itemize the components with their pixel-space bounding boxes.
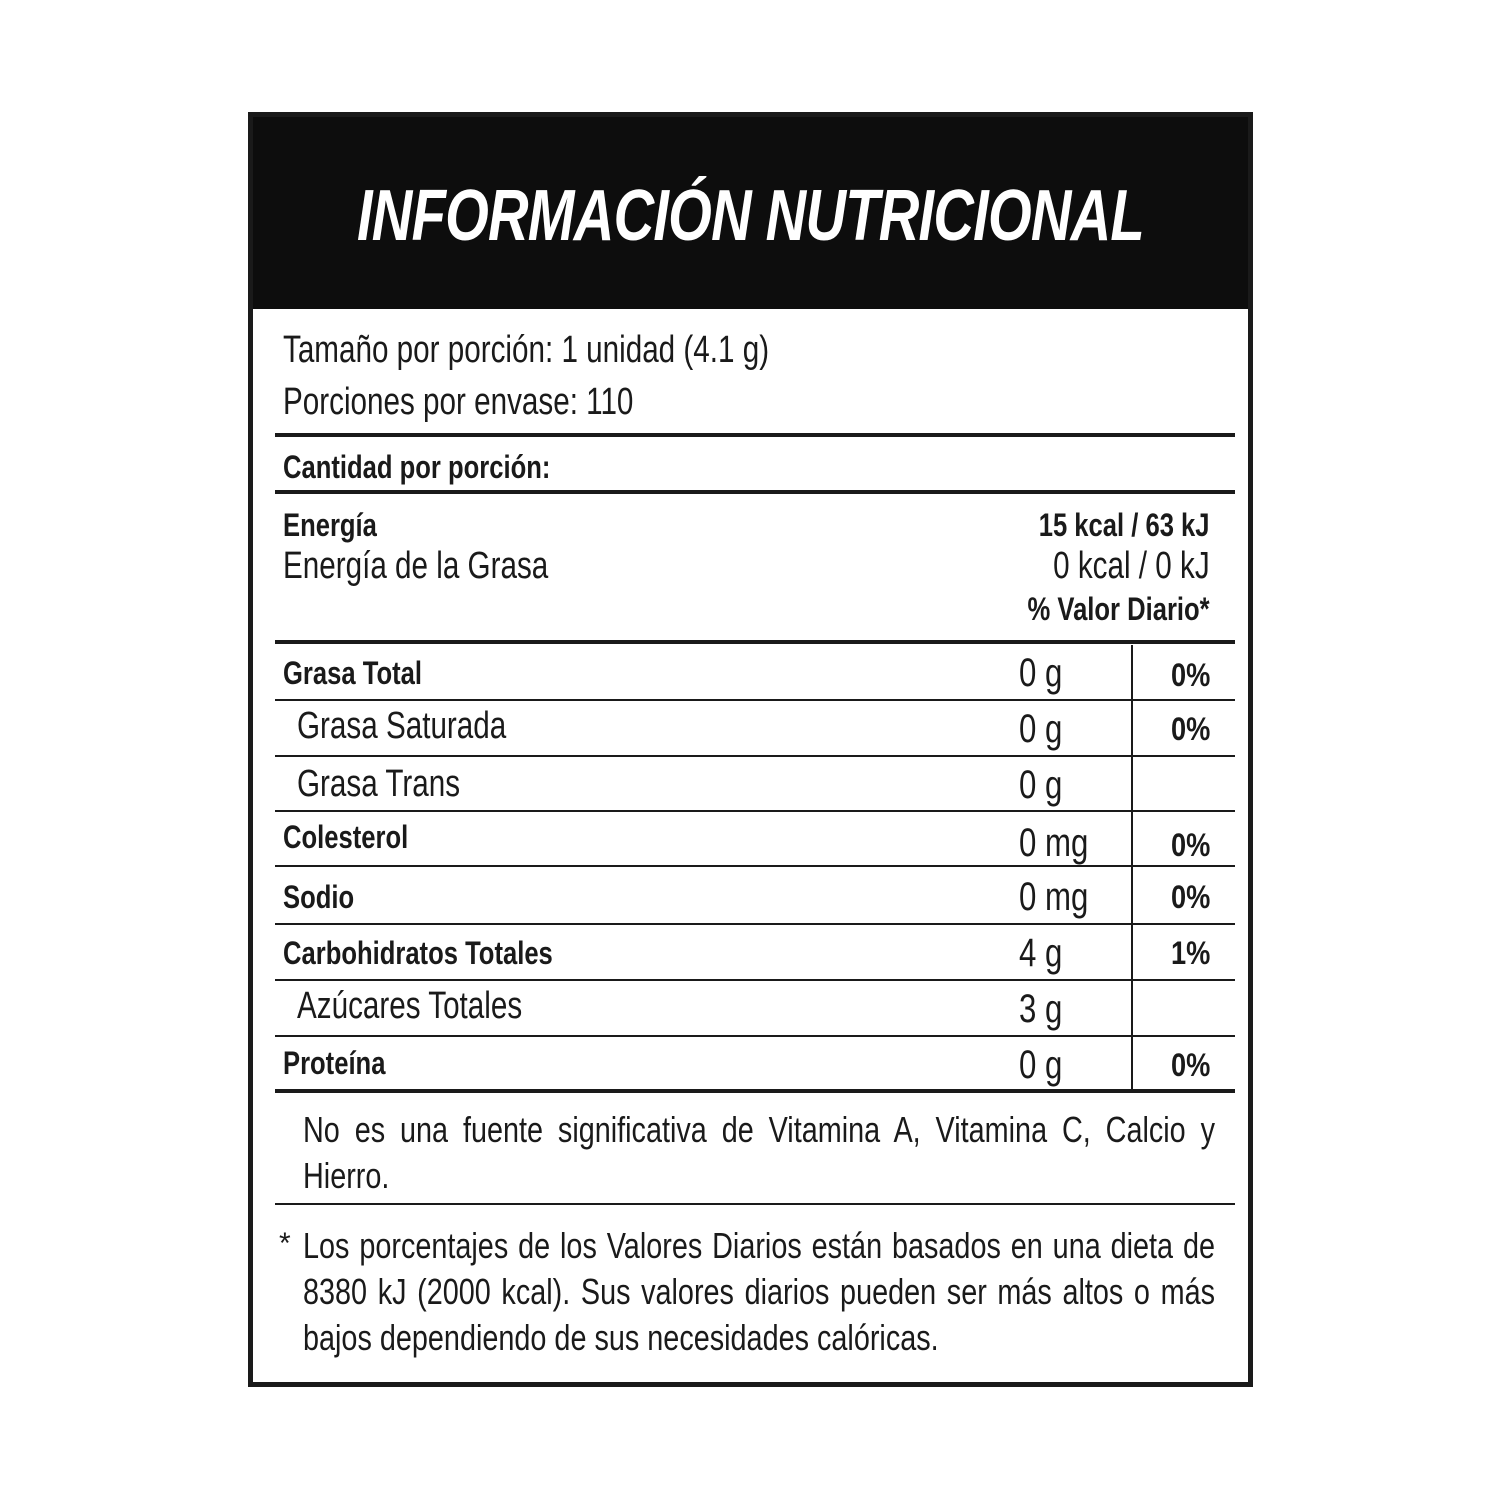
nutrient-amount-text: 0 g [1019, 1043, 1063, 1087]
nutrient-amount-text: 0 g [1019, 707, 1063, 751]
nutrient-amount-text: 0 mg [1019, 875, 1089, 919]
row-divider [275, 865, 1235, 867]
amount-per-serving-heading: Cantidad por porción: [283, 449, 551, 485]
nutrient-row-label [283, 881, 372, 913]
servings-per-container: Porciones por envase: 110 [283, 381, 634, 423]
nutrient-dv [1164, 1049, 1210, 1081]
nutrient-amount [1019, 823, 1108, 863]
label-header [253, 117, 1248, 309]
row-divider [275, 979, 1235, 981]
nutrient-amount-text: 0 g [1019, 763, 1063, 807]
row-divider [275, 755, 1235, 757]
nutrient-dv-text: 0% [1170, 827, 1210, 863]
nutrient-amount-text: 3 g [1019, 987, 1063, 1031]
nutrient-dv-text: 1% [1170, 935, 1210, 971]
daily-value-header-row [982, 593, 1210, 625]
vitamin-note-text: No es una fuente significativa de Vitamina A, Vitamina C, Calcio y Hierro. [303, 1109, 1215, 1196]
nutrient-amount-text: 0 mg [1019, 821, 1089, 865]
footnote [303, 1223, 1215, 1361]
nutrient-name: Carbohidratos Totales [283, 935, 553, 971]
nutrient-amount [1019, 765, 1075, 805]
nutrient-row-label [283, 1047, 411, 1079]
label-title: INFORMACIÓN NUTRICIONAL [357, 176, 1144, 256]
divider [275, 1089, 1235, 1093]
row-divider [275, 699, 1235, 701]
energy-value: 15 kcal / 63 kJ [1039, 507, 1210, 543]
nutrient-dv-text: 0% [1170, 879, 1210, 915]
nutrient-row-label [283, 937, 620, 969]
vitamin-note [303, 1107, 1215, 1199]
serving-size-row [283, 331, 906, 369]
nutrient-dv-text: 0% [1170, 711, 1210, 747]
column-divider [1131, 645, 1133, 1091]
divider [275, 433, 1235, 437]
row-divider [275, 1035, 1235, 1037]
fat-energy-label-row [283, 547, 623, 585]
serving-size: Tamaño por porción: 1 unidad (4.1 g) [283, 329, 770, 371]
nutrient-name: Grasa Trans [297, 763, 461, 805]
nutrient-name: Colesterol [283, 819, 409, 855]
nutrient-amount [1019, 933, 1075, 973]
nutrient-name: Grasa Total [283, 655, 422, 691]
energy-label: Energía [283, 507, 377, 543]
nutrient-name: Sodio [283, 879, 355, 915]
daily-value-header: % Valor Diario* [1027, 591, 1210, 627]
nutrient-amount [1019, 653, 1075, 693]
footnote-asterisk: * [279, 1227, 291, 1260]
nutrient-dv-text: 0% [1170, 657, 1210, 693]
nutrient-amount [1019, 1045, 1075, 1085]
nutrient-dv-text: 0% [1170, 1047, 1210, 1083]
servings-per-container-row [283, 383, 732, 421]
nutrient-row-label [283, 657, 457, 689]
nutrient-name: Grasa Saturada [297, 705, 507, 747]
nutrient-amount [1019, 989, 1075, 1029]
nutrient-name: Azúcares Totales [297, 985, 523, 1027]
nutrient-row-label [297, 765, 506, 803]
footnote-text: Los porcentajes de los Valores Diarios están basados en una dieta de 8380 kJ (2000 kcal). Sus valores diarios pueden ser más altos o más bajos dependiendo de sus necesidades calóricas. [303, 1225, 1215, 1358]
nutrient-row-label [283, 821, 439, 853]
divider [275, 640, 1235, 644]
nutrient-dv [1164, 937, 1210, 969]
nutrient-dv [1164, 829, 1210, 861]
energy-value-row [996, 509, 1210, 541]
amount-per-serving-row [283, 451, 617, 483]
fat-energy-value: 0 kcal / 0 kJ [1053, 545, 1210, 587]
fat-energy-label: Energía de la Grasa [283, 545, 549, 587]
fat-energy-value-row [1009, 547, 1210, 585]
divider [275, 490, 1235, 494]
nutrient-amount-text: 0 g [1019, 651, 1063, 695]
nutrient-dv [1164, 881, 1210, 913]
nutrient-row-label [297, 987, 586, 1025]
nutrition-facts-label [248, 112, 1253, 1387]
nutrient-amount-text: 4 g [1019, 931, 1063, 975]
nutrient-amount [1019, 709, 1075, 749]
divider [275, 1203, 1235, 1205]
row-divider [275, 810, 1235, 812]
energy-label-row [283, 509, 400, 541]
nutrient-row-label [297, 707, 565, 745]
nutrient-amount [1019, 877, 1108, 917]
nutrient-dv [1164, 659, 1210, 691]
nutrient-name: Proteína [283, 1045, 386, 1081]
row-divider [275, 923, 1235, 925]
nutrient-dv [1164, 713, 1210, 745]
